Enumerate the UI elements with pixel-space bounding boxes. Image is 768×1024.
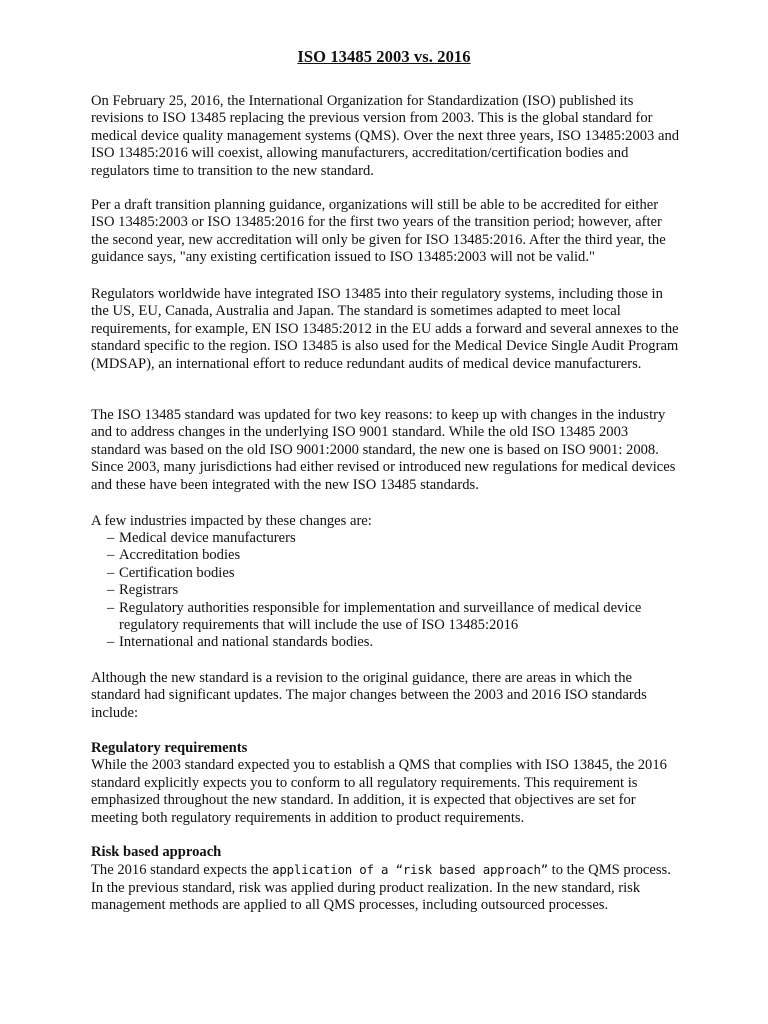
paragraph-reasons: The ISO 13485 standard was updated for two key reasons: to keep up with changes in the industry and to address changes in the underlying ISO 9001 standard. While the old ISO 13485 2003 standard was based on the old ISO 9001:2000 standard, the new one is based on ISO 9001: 2008. Since 2003, many jurisdictions had either revised or introduced new regulations for medical devices and these have been integrated with the new ISO 13485 standards. [91,407,676,493]
list-item-text: Accreditation bodies [119,547,241,564]
industries-intro: A few industries impacted by these changes are: [91,513,372,529]
section-regulatory-requirements [91,740,681,827]
list-item-text: Regulatory authorities responsible for implementation and surveillance of medical device regulatory requirements that will include the use of ISO 13485:2016 [119,599,642,634]
paragraph-regulators: Regulators worldwide have integrated ISO 13485 into their regulatory systems, including those in the US, EU, Canada, Australia and Japan. The standard is sometimes adapted to meet local requirements, for example, EN ISO 13485:2012 in the EU adds a forward and several annexes to the standard specific to the region. ISO 13485 is also used for the Medical Device Single Audit Program (MDSAP), an international effort to reduce redundant audits of medical device manufacturers. [91,286,679,372]
list-item-text: Certification bodies [119,564,235,581]
section-body-start: The 2016 standard expects the [91,862,273,879]
list-item-text: Medical device manufacturers [119,530,296,546]
dash-marker: – [107,564,115,581]
list-item [91,634,681,651]
dash-marker: – [107,582,115,599]
list-item [91,547,681,564]
dash-marker: – [107,547,115,564]
section-body: While the 2003 standard expected you to establish a QMS that complies with ISO 13845, the 2016 standard explicitly expects you to conform to all regulatory requirements. This requirement is emphasized throughout the new standard. In addition, it is expected that objectives are set for meeting both regulatory requirements in addition to product requirements. [91,757,667,826]
industries-list [91,530,681,652]
document-title: ISO 13485 2003 vs. 2016 [297,47,471,66]
list-item [91,600,681,635]
section-heading: Risk based approach [91,844,222,860]
paragraph-changes-intro: Although the new standard is a revision to the original guidance, there are areas in which the standard had significant updates. The major changes between the 2003 and 2016 ISO standards include: [91,670,647,721]
dash-marker: – [107,634,115,651]
dash-marker: – [107,530,115,546]
list-item [91,530,681,547]
list-item-text: International and national standards bodies. [119,634,374,651]
list-item-text: Registrars [119,582,179,599]
dash-marker: – [107,599,115,616]
list-item [91,565,681,582]
section-heading: Regulatory requirements [91,740,248,756]
section-risk-based-approach [91,844,681,915]
list-item [91,582,681,599]
section-body-end: to the QMS process. In the previous standard, risk was applied during product realization. In the new standard, risk management methods are applied to all QMS processes, including outsourced processes. [91,862,671,914]
section-body-mono: application of a “risk based approach” [272,862,549,878]
paragraph-publication: On February 25, 2016, the International Organization for Standardization (ISO) published its revisions to ISO 13485 replacing the previous version from 2003. This is the global standard for medical device quality management systems (QMS). Over the next three years, ISO 13485:2003 and ISO 13485:2016 will coexist, allowing manufacturers, accreditation/certification bodies and regulators time to transition to the new standard. [91,93,680,179]
paragraph-transition: Per a draft transition planning guidance, organizations will still be able to be accredited for either ISO 13485:2003 or ISO 13485:2016 for the first two years of the transition period; however, after the second year, new accreditation will only be given for ISO 13485:2016. After the third year, the guidance says, "any existing certification issued to ISO 13485:2003 will not be valid." [91,197,666,266]
